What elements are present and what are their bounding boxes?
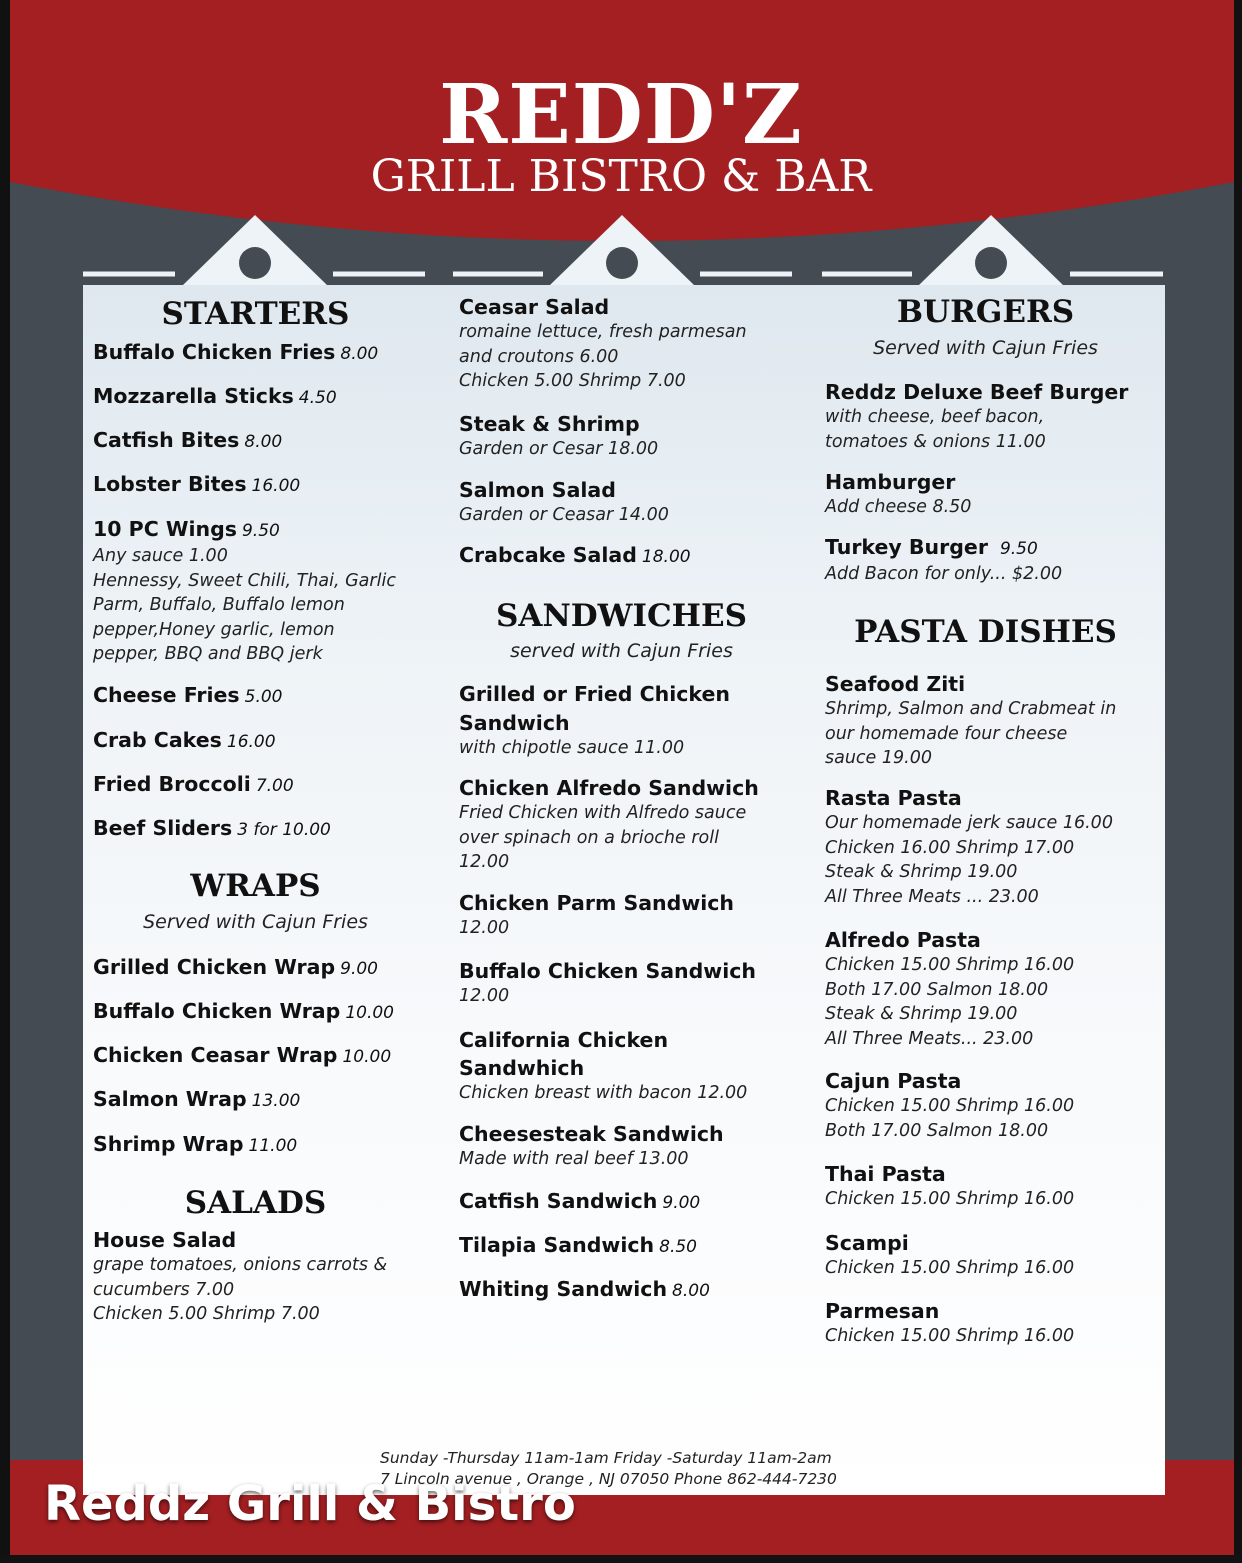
menu-item bbox=[459, 682, 730, 761]
menu-item bbox=[825, 928, 1074, 1051]
pasta-heading: PASTA DISHES bbox=[854, 614, 1117, 650]
item-name: Cajun Pasta bbox=[825, 1069, 962, 1093]
item-name: Beef Sliders bbox=[93, 816, 233, 840]
item-price: 13.00 bbox=[251, 1091, 301, 1111]
item-name: Seafood Ziti bbox=[825, 672, 966, 696]
item-name: Chicken Parm Sandwich bbox=[459, 891, 735, 915]
item-description: Garden or Cesar 18.00 bbox=[459, 439, 659, 459]
menu-item bbox=[459, 1028, 747, 1106]
item-description: Add Bacon for only... $2.00 bbox=[825, 564, 1063, 584]
menu-item bbox=[459, 1277, 710, 1304]
item-description: Both 17.00 Salmon 18.00 bbox=[825, 979, 1049, 1000]
item-description: grape tomatoes, onions carrots & bbox=[93, 1255, 388, 1275]
item-description: with chipotle sauce 11.00 bbox=[459, 738, 685, 758]
menu-item bbox=[459, 1189, 700, 1216]
photo-caption: Reddz Grill & Bistro bbox=[44, 1476, 576, 1532]
item-description: pepper, BBQ and BBQ jerk bbox=[93, 644, 323, 664]
menu-item bbox=[825, 672, 1116, 771]
wraps-note: Served with Cajun Fries bbox=[143, 911, 368, 933]
menu-item bbox=[825, 1299, 1074, 1349]
item-description: over spinach on a brioche roll bbox=[459, 827, 719, 848]
item-description: Chicken 15.00 Shrimp 16.00 bbox=[825, 1258, 1075, 1278]
item-price: 9.00 bbox=[340, 959, 378, 979]
item-name: Shrimp Wrap bbox=[93, 1132, 244, 1156]
item-name: Buffalo Chicken Wrap bbox=[93, 999, 341, 1023]
item-price: 9.00 bbox=[662, 1193, 701, 1213]
menu-item bbox=[825, 1231, 1074, 1281]
item-name: Crabcake Salad bbox=[459, 543, 637, 567]
item-name: Lobster Bites bbox=[93, 472, 247, 496]
item-name: Tilapia Sandwich bbox=[459, 1233, 655, 1257]
item-name: Turkey Burger bbox=[825, 535, 988, 559]
item-description: with cheese, beef bacon, bbox=[825, 407, 1045, 427]
item-name: Mozzarella Sticks bbox=[93, 384, 294, 408]
salads-heading: SALADS bbox=[184, 1185, 327, 1221]
item-description: Chicken 5.00 Shrimp 7.00 bbox=[93, 1304, 320, 1324]
item-description: pepper,Honey garlic, lemon bbox=[93, 619, 335, 640]
item-description: All Three Meats ... 23.00 bbox=[825, 886, 1039, 907]
item-name: California Chicken bbox=[459, 1028, 669, 1052]
menu-item bbox=[825, 535, 1062, 587]
menu-item bbox=[459, 295, 747, 394]
item-price: 10.00 bbox=[342, 1047, 392, 1067]
sandwiches-note: served with Cajun Fries bbox=[510, 640, 733, 662]
restaurant-name: REDD'Z bbox=[439, 67, 803, 163]
menu-item bbox=[825, 786, 1113, 909]
item-description: Any sauce 1.00 bbox=[93, 546, 228, 566]
menu-item bbox=[825, 470, 971, 520]
item-description: Chicken 5.00 Shrimp 7.00 bbox=[459, 371, 686, 391]
menu-item bbox=[459, 891, 734, 941]
item-name: Scampi bbox=[825, 1231, 909, 1255]
item-name: House Salad bbox=[93, 1228, 237, 1252]
photo-bottom-strip bbox=[0, 1555, 1242, 1563]
item-name: 10 PC Wings bbox=[93, 517, 237, 541]
item-price: 8.00 bbox=[340, 344, 379, 364]
menu-item bbox=[825, 380, 1128, 454]
item-name: Catfish Bites bbox=[93, 428, 240, 452]
item-name: Reddz Deluxe Beef Burger bbox=[825, 380, 1129, 404]
item-price: 3 for 10.00 bbox=[237, 820, 331, 840]
item-description: and croutons 6.00 bbox=[459, 346, 619, 367]
menu-item bbox=[93, 1087, 300, 1114]
menu-item bbox=[93, 728, 276, 755]
item-name: Cheese Fries bbox=[93, 683, 240, 707]
item-description: All Three Meats... 23.00 bbox=[825, 1028, 1034, 1049]
item-description: Chicken 15.00 Shrimp 16.00 bbox=[825, 955, 1075, 975]
menu-item bbox=[459, 1233, 697, 1260]
item-name: Catfish Sandwich bbox=[459, 1189, 658, 1213]
item-description: 12.00 bbox=[459, 918, 510, 938]
menu-item bbox=[93, 999, 394, 1026]
item-name: Chicken Ceasar Wrap bbox=[93, 1043, 338, 1067]
item-name: Sandwich bbox=[459, 711, 570, 735]
item-price: 11.00 bbox=[248, 1136, 298, 1156]
item-description: Made with real beef 13.00 bbox=[459, 1149, 689, 1169]
item-price: 4.50 bbox=[298, 388, 337, 408]
item-description: Chicken 15.00 Shrimp 16.00 bbox=[825, 1326, 1075, 1346]
menu-item bbox=[93, 428, 282, 455]
menu-item bbox=[459, 1122, 724, 1172]
item-description: sauce 19.00 bbox=[825, 748, 932, 768]
item-price: 9.50 bbox=[241, 521, 280, 541]
item-price: 5.00 bbox=[244, 687, 283, 707]
item-description: Chicken 15.00 Shrimp 16.00 bbox=[825, 1189, 1075, 1209]
item-name: Buffalo Chicken Sandwich bbox=[459, 959, 757, 983]
item-price: 8.00 bbox=[244, 432, 283, 452]
item-description: our homemade four cheese bbox=[825, 723, 1068, 744]
item-name: Chicken Alfredo Sandwich bbox=[459, 776, 759, 800]
item-price: 9.50 bbox=[999, 539, 1038, 559]
opening-hours: Sunday -Thursday 11am-1am Friday -Saturday 11am-2am bbox=[380, 1449, 832, 1467]
menu-item bbox=[93, 816, 331, 843]
item-price: 18.00 bbox=[641, 547, 691, 567]
item-name: Alfredo Pasta bbox=[825, 928, 981, 952]
item-description: 12.00 bbox=[459, 986, 510, 1006]
item-name: Hamburger bbox=[825, 470, 956, 494]
item-name: Cheesesteak Sandwich bbox=[459, 1122, 724, 1146]
menu-item bbox=[459, 543, 691, 570]
item-description: Steak & Shrimp 19.00 bbox=[825, 862, 1018, 882]
item-price: 8.50 bbox=[659, 1237, 697, 1257]
wraps-heading: WRAPS bbox=[190, 868, 321, 904]
menu-item bbox=[93, 1132, 297, 1159]
sandwiches-heading: SANDWICHES bbox=[496, 598, 747, 634]
menu-item bbox=[825, 1069, 1074, 1143]
item-description: Chicken 15.00 Shrimp 16.00 bbox=[825, 1096, 1075, 1116]
menu-item bbox=[825, 1162, 1074, 1212]
item-price: 10.00 bbox=[345, 1003, 394, 1023]
item-description: Garden or Ceasar 14.00 bbox=[459, 505, 669, 525]
item-description: cucumbers 7.00 bbox=[93, 1279, 235, 1300]
item-price: 8.00 bbox=[672, 1281, 710, 1301]
menu-item bbox=[93, 1043, 391, 1070]
restaurant-tagline: GRILL BISTRO & BAR bbox=[370, 151, 872, 202]
item-description: Hennessy, Sweet Chili, Thai, Garlic bbox=[93, 570, 396, 591]
item-name: Salmon Salad bbox=[459, 478, 616, 502]
item-price: 16.00 bbox=[251, 476, 301, 496]
item-description: Parm, Buffalo, Buffalo lemon bbox=[93, 595, 345, 615]
menu-item bbox=[93, 384, 337, 411]
item-name: Salmon Wrap bbox=[93, 1087, 247, 1111]
item-description: Our homemade jerk sauce 16.00 bbox=[825, 813, 1113, 833]
menu-item bbox=[459, 959, 756, 1009]
item-description: Chicken breast with bacon 12.00 bbox=[459, 1083, 748, 1103]
address-phone: 7 Lincoln avenue , Orange , NJ 07050 Phone 862-444-7230 bbox=[380, 1470, 837, 1488]
item-price: 7.00 bbox=[255, 776, 294, 796]
menu-item bbox=[93, 683, 282, 710]
item-name: Crab Cakes bbox=[93, 728, 222, 752]
menu-item bbox=[459, 412, 658, 462]
item-name: Buffalo Chicken Fries bbox=[93, 340, 336, 364]
item-name: Parmesan bbox=[825, 1299, 940, 1323]
menu-tabs-decoration bbox=[0, 0, 1242, 300]
item-description: Fried Chicken with Alfredo sauce bbox=[459, 803, 747, 823]
item-name: Whiting Sandwich bbox=[459, 1277, 668, 1301]
burgers-heading: BURGERS bbox=[896, 294, 1075, 330]
menu-item bbox=[93, 517, 396, 667]
item-name: Fried Broccoli bbox=[93, 772, 251, 796]
item-description: Shrimp, Salmon and Crabmeat in bbox=[825, 699, 1117, 719]
item-name: Thai Pasta bbox=[825, 1162, 946, 1186]
item-description: Both 17.00 Salmon 18.00 bbox=[825, 1120, 1049, 1141]
menu-item bbox=[93, 955, 378, 982]
item-name: Ceasar Salad bbox=[459, 295, 610, 319]
item-description: 12.00 bbox=[459, 852, 510, 872]
item-name: Grilled Chicken Wrap bbox=[93, 955, 336, 979]
item-name: Grilled or Fried Chicken bbox=[459, 682, 731, 706]
menu-item bbox=[93, 772, 294, 799]
starters-heading: STARTERS bbox=[161, 296, 350, 332]
item-description: Chicken 16.00 Shrimp 17.00 bbox=[825, 837, 1075, 858]
menu-item bbox=[93, 472, 300, 499]
item-name: Sandwhich bbox=[459, 1056, 585, 1080]
burgers-note: Served with Cajun Fries bbox=[873, 337, 1098, 359]
menu-item bbox=[459, 478, 669, 528]
item-description: romaine lettuce, fresh parmesan bbox=[459, 322, 747, 342]
menu-item bbox=[459, 776, 759, 875]
item-description: tomatoes & onions 11.00 bbox=[825, 431, 1046, 452]
item-price: 16.00 bbox=[226, 732, 276, 752]
item-description: Add cheese 8.50 bbox=[825, 497, 972, 517]
item-name: Rasta Pasta bbox=[825, 786, 962, 810]
item-name: Steak & Shrimp bbox=[459, 412, 640, 436]
menu-item bbox=[93, 340, 378, 367]
item-description: Steak & Shrimp 19.00 bbox=[825, 1004, 1018, 1024]
menu-item bbox=[93, 1228, 387, 1327]
